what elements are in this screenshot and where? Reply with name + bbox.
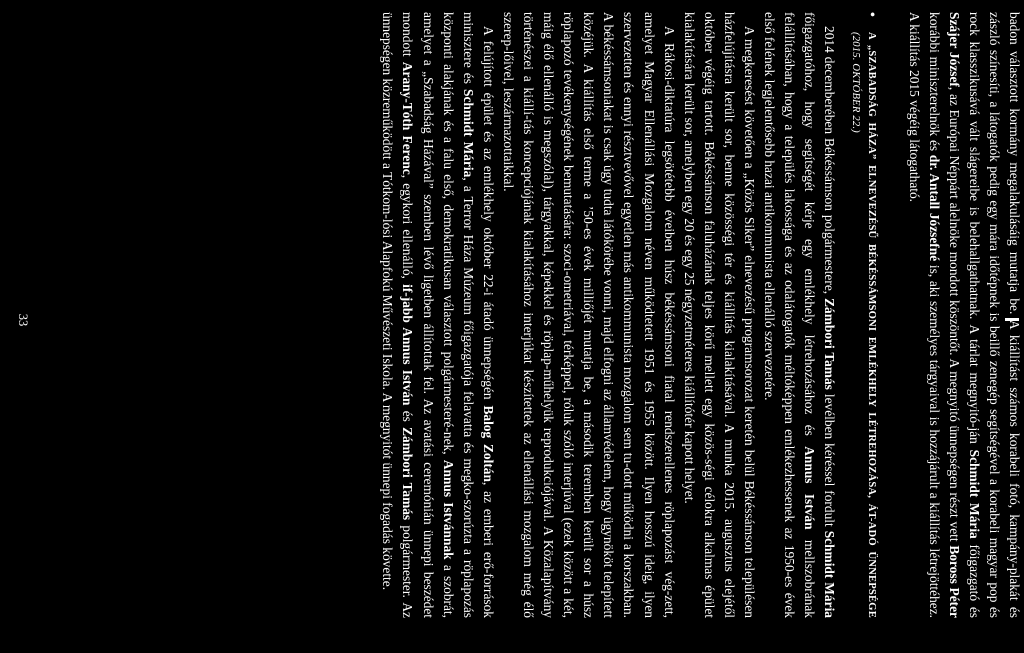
bold-name: Arany-Tóth Ferenc <box>400 61 416 175</box>
bold-name: Schmidt Mária <box>966 449 982 539</box>
bold-name: Boross Péter <box>946 545 962 618</box>
bold-name: dr. Antall Józsefné <box>926 154 942 262</box>
bold-name: Annus István <box>802 446 818 530</box>
bold-name: if-jabb Annus István <box>400 284 416 406</box>
text-run: polgármester. Az ünnepségen közreműködött a Tótkom-lósi Alapfokú Művészeti Iskola. A megnyitót ünnepi fogadás követte. <box>380 12 416 619</box>
bold-name: Szájer József <box>946 12 962 87</box>
text-run: a szobrát, amelyet a „Szabadság Házával” szemben lévő ligetben állítottak fel. Az avatási ceremónián ünnepi beszédet mondott <box>400 12 456 618</box>
text-run: , a Terror Háza Múzeum főigazgatója felavatta és megko-szorúzta a röplapozás központi alakjának és a falu első, demokratikusan választott polgármesteré-nek, <box>440 12 476 618</box>
text-run: badon választott kormány megalakulásáig mutatja be. A kiállítást számos korabeli fotó, kampány-plakát és zászló színesíti, a látogatók pedig egy mára időtépnek is beillő zenegép segítségével a korabeli magyar pop és rock klasszikusává vált slágereibe is belehallgathatnak. A tárlat megnyitó-ján <box>966 12 1022 618</box>
heading-date: (2015. OKTÓBER 22.) <box>850 32 862 133</box>
bullet-icon: • <box>864 12 880 18</box>
bold-name: Schmidt Mária <box>822 530 838 618</box>
page-number: 33 <box>16 313 30 327</box>
paragraph <box>903 12 1024 618</box>
text-run: levélben kéréssel fordult <box>822 389 838 531</box>
paragraph <box>377 12 498 618</box>
top-paragraphs <box>903 12 1024 618</box>
text-run: A Rákosi-diktatúra legsötétebb éveiben húsz békéssámsoni fiatal rendszerellenes röplapozást vég-zett, amelyet Magyar Ellenállási Mozgalom néven működtetett 1951 és 1955 között. Ilyen hosszú ideig, ilyen szervezetten és ennyi résztvevővel egyetlen más antikommunista mozgalom sem tu-dott működni a korszakban. A békéssámsoniakat is csak úgy tudta látókörébe vonni, majd elfogni az államvédelem, hogy ügynököt telepített közéjük. A kiállítás első terme a ’50-es évek milliőjét mutatja be, a második teremben került sor a húsz röplapozó tevékenységének bemutatására: szoci-ometriával, térképpel, róluk szóló interjúval (ezek között a két, máig élő ellenálló is megszólal), tárgyakkal, képekkel és röplap-műhelyük reprodukciójával. A Közalapítvány történészei a kiállí-tás koncepciójának kialakításához interjúkat készítettek az ellenállási mozgalom még élő szerep-lőivel, leszármazottaikkal. <box>500 12 677 618</box>
bottom-paragraphs <box>377 12 839 618</box>
text-run: A megkeresést követően a „Közös Siker” elnevezésű programsorozat keretén belül Békéssámson településen házfelújításra került sor, benne közösségi tér és kiállítás kialakításával. A munka 2015. augusztus elejétől október végéig tartott. Békéssámson faluházának teljes körű mellett egy közös-ségi célokra alkalmas épület kialakítására került sor, amelyben egy 20 és egy 25 négyzetméteres kiállítótér kapott helyet. <box>681 12 758 618</box>
paragraph <box>498 12 679 618</box>
text-run: , az emberi erő-források minisztere és <box>460 12 496 618</box>
text-run: is, aki személyes tárgyaival is hozzájárult a kiállítás létrejöttéhez. A kiállítás 2015 végéig látogatható. <box>906 12 942 619</box>
text-run: és <box>400 405 416 428</box>
text-run: főigazgató és <box>966 538 982 618</box>
text-run: mellszobrának felállításában, hogy a település lakossága és az odalátogatók méltóképpen emlékezhessenek az 1950-es évek első felének legjelentősebb hazai antikommunista ellenálló szervezetére. <box>762 12 818 619</box>
page-content <box>377 12 1024 618</box>
text-run: korábbi miniszterelnök és <box>926 12 942 155</box>
text-run: A felújított épület és az emlékhely október 22-i átadó ünnepségén <box>480 26 496 406</box>
bold-name: Balog Zoltán <box>480 405 496 482</box>
text-run: , az Európai Néppárt alelnöke mondott köszöntőt. A megnyitó ünnepségen részt vett <box>946 86 962 546</box>
text-run: , egykori ellenálló, <box>400 174 416 285</box>
bold-name: Annus Istvánnak <box>440 459 456 560</box>
paragraph <box>679 12 759 618</box>
text-run: 2014 decemberében Békéssámson polgármestere, <box>822 26 838 299</box>
text-run: főigazgatóhoz, hogy segítségét kérje egy emlékhely létrehozásához és <box>802 12 818 447</box>
bold-name: Schmidt Mária <box>460 89 476 178</box>
bold-name: Zámbori Tamás <box>822 298 838 390</box>
bold-name: Zámbori Tamás <box>400 427 416 521</box>
section-heading <box>847 12 879 618</box>
paragraph <box>759 12 839 618</box>
heading-text: A „SZABADSÁG HÁZA” ELNEVEZÉSŰ BÉKÉSSÁMSONI EMLÉKHELY LÉTREHOZÁSA, ÁT-ADÓ ÜNNEPSÉGE <box>866 32 878 618</box>
